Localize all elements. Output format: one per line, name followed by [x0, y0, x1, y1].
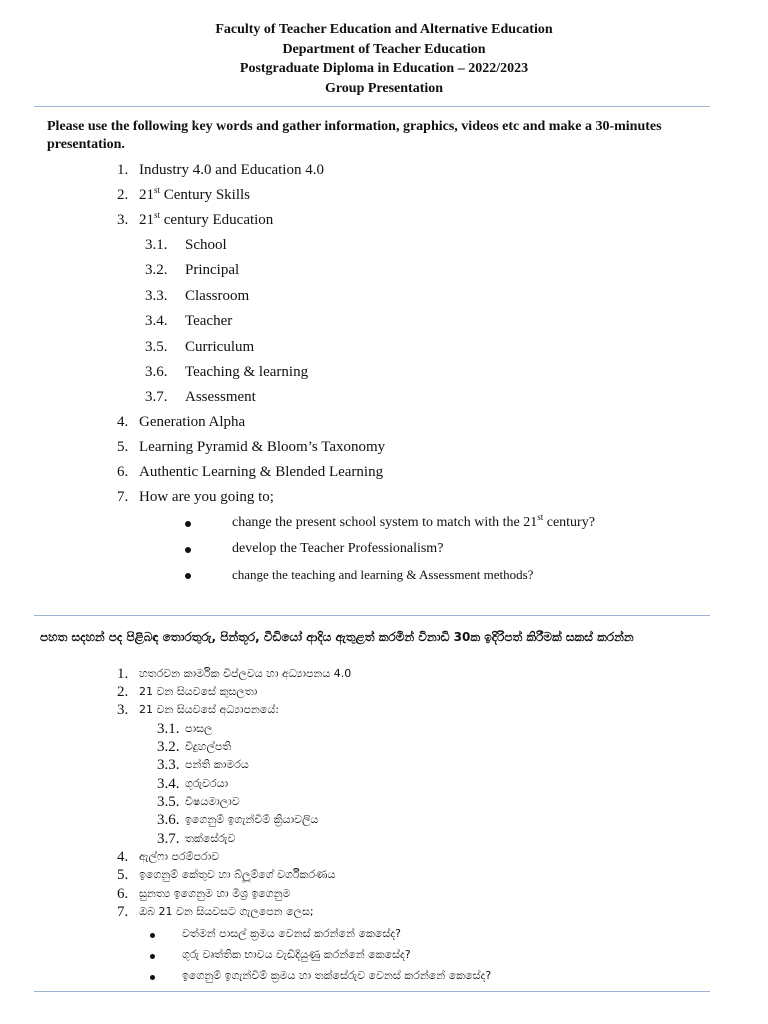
sinhala-item-4: 4. ඇල්ෆා පරම්පරාව	[117, 849, 220, 865]
sinhala-item-6: 6. සුනත්‍ය ඉගෙනුම හා මිශ්‍ර ඉගෙනුම	[117, 886, 291, 902]
english-item-6: 6. Authentic Learning & Blended Learning	[117, 464, 384, 480]
sinhala-subitem: 3.5. විෂයමාලාව	[157, 794, 240, 810]
assignment-title: Group Presentation	[324, 80, 444, 96]
sinhala-item-7: 7. ඔබ 21 වන සියවසට ගැලපෙන ලෙස;	[117, 904, 314, 920]
english-item-7: 7. How are you going to;	[117, 489, 274, 505]
bullet-icon	[150, 933, 155, 938]
english-subitem: 3.3. Classroom	[145, 288, 250, 304]
divider-top	[34, 106, 710, 107]
program-title: Postgraduate Diploma in Education – 2022/2023	[239, 61, 529, 76]
bullet-icon	[185, 521, 191, 527]
english-instruction: Please use the following key words and gather information, graphics, videos etc and make a 30-minutes presentation.	[47, 119, 662, 152]
english-subitem: 3.1. School	[145, 237, 227, 253]
bullet-icon	[150, 975, 155, 980]
english-subitem: 3.7. Assessment	[145, 389, 256, 405]
english-item-2: 2. 21st Century Skills	[117, 185, 251, 203]
english-item-1: 1. Industry 4.0 and Education 4.0	[117, 162, 324, 178]
bullet-icon	[185, 573, 191, 579]
english-subitem: 3.5. Curriculum	[145, 339, 255, 355]
english-subitem: 3.4. Teacher	[145, 313, 233, 329]
sinhala-instruction: පහත සදහන් පද පිළිබඳ තොරතුරු, පින්තූර, වීඩියෝ ආදිය ඇතුළත් කරමින් විනාඩි 30ක ඉදිරිපත් කිරීමක් සකස් කරන්න	[40, 630, 634, 644]
sinhala-item-2: 2. 21 වන සියවසේ කුසලතා	[117, 684, 258, 700]
bullet-icon	[185, 547, 191, 553]
sinhala-subitem: 3.4. ගුරුවරයා	[157, 776, 229, 792]
divider-bottom	[34, 991, 710, 992]
sinhala-subitem: 3.2. විදුහල්පති	[157, 739, 232, 755]
english-subitem: 3.6. Teaching & learning	[145, 364, 309, 380]
english-item-4: 4. Generation Alpha	[117, 414, 246, 430]
sinhala-subitem: 3.7. තක්සේරුව	[157, 831, 236, 847]
sinhala-item-5: 5. ඉගෙනුම් කේතුව හා බ්ලූම්ගේ වර්ගීකරණය	[117, 867, 336, 883]
divider-middle	[34, 615, 710, 616]
document-header	[0, 20, 768, 98]
sinhala-subitem: 3.3. පන්ති කාමරය	[157, 757, 249, 773]
faculty-title: Faculty of Teacher Education and Alternative Education	[215, 22, 553, 37]
sinhala-subitem: 3.1. පාසල	[157, 721, 213, 737]
department-title: Department of Teacher Education	[282, 41, 486, 57]
english-item-5: 5. Learning Pyramid & Bloom’s Taxonomy	[117, 439, 386, 455]
bullet-icon	[150, 954, 155, 959]
sinhala-subitem: 3.6. ඉගෙනුම් ඉගැන්වීම් ක්‍රියාවලිය	[157, 812, 319, 828]
english-item-3: 3. 21st century Education	[117, 210, 274, 228]
english-subitem: 3.2. Principal	[145, 262, 240, 278]
sinhala-item-3: 3. 21 වන සියවසේ අධ්‍යාපනයේ:	[117, 702, 279, 718]
sinhala-item-1: 1. හතරවන කාර්මික විප්ලවය හා අධ්‍යාපනය 4.0	[117, 666, 352, 682]
